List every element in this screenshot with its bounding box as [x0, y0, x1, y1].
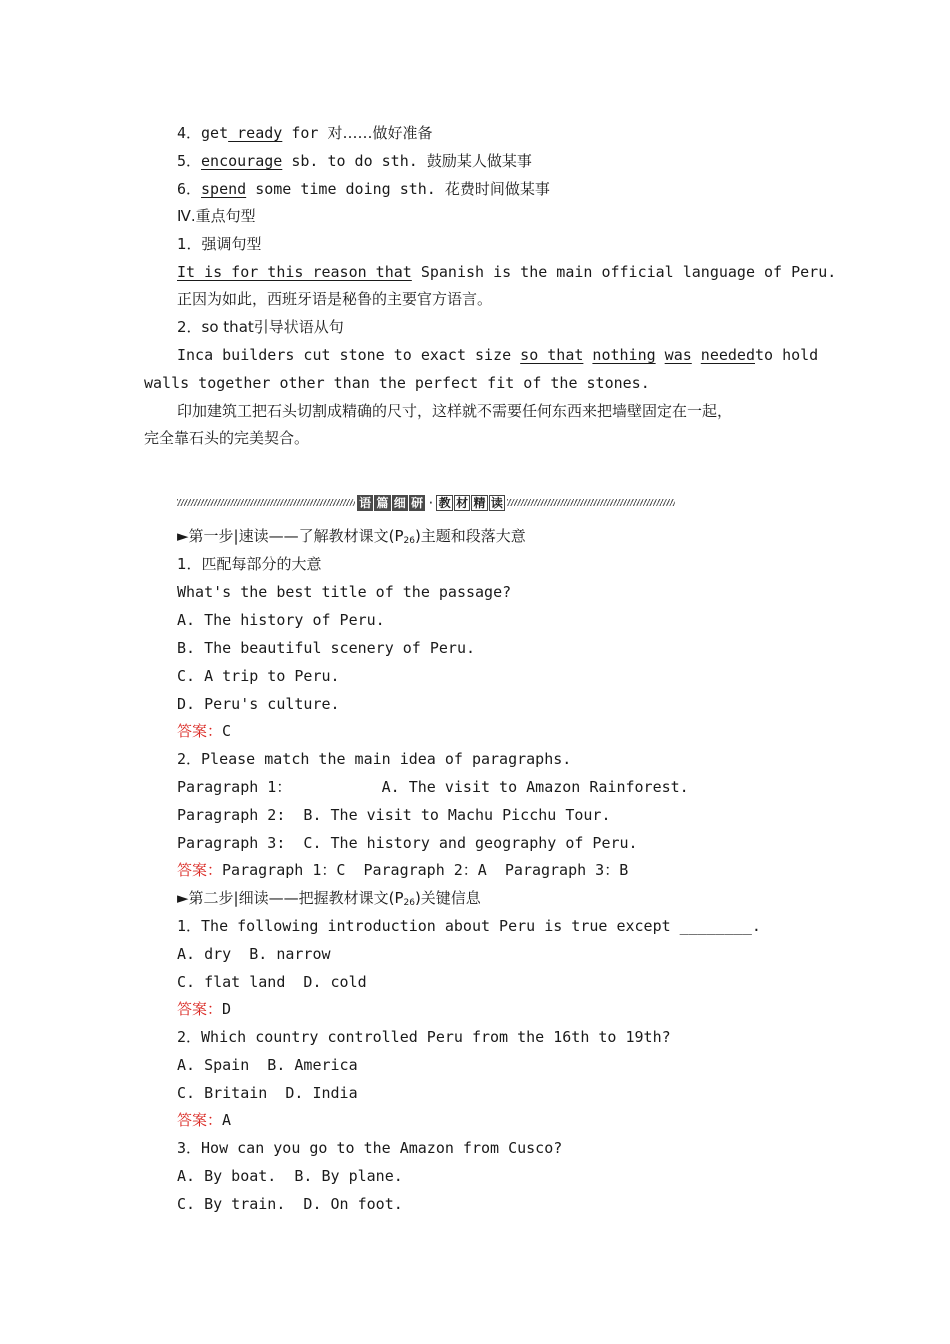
answer	[177, 860, 628, 880]
emphasis-pattern: It is for this reason that	[177, 263, 412, 281]
banner-char: 精	[471, 495, 487, 511]
sentence-translation: 印加建筑工把石头切割成精确的尺寸，这样就不需要任何东西来把墙壁固定在一起，	[177, 402, 733, 420]
subsection-title: 1．强调句型	[177, 235, 262, 253]
option: C. By train. D. On foot.	[177, 1195, 403, 1213]
step-title-text: )主题和段落大意	[414, 527, 526, 545]
item-number: 4．	[177, 124, 202, 142]
question-text: 1．The following introduction about Peru is true except ________.	[177, 917, 761, 935]
match-row: Paragraph 2: B. The visit to Machu Picchu Tour.	[177, 806, 611, 824]
answer-label: 答案：	[177, 1111, 223, 1129]
banner-char: 材	[454, 495, 470, 511]
phrase-blank-word: ready	[228, 124, 283, 142]
banner-hatch-right	[507, 499, 675, 506]
item-number: 6．	[177, 180, 202, 198]
sentence-part	[177, 345, 755, 365]
step-title-text: ►第一步|速读——了解教材课文(P	[177, 527, 404, 545]
match-row: Paragraph 1： A. The visit to Amazon Rainforest.	[177, 778, 689, 796]
option: B. The beautiful scenery of Peru.	[177, 639, 476, 657]
answer-label: 答案：	[177, 861, 223, 879]
underlined-word: so that	[520, 346, 584, 364]
answer	[177, 721, 231, 741]
phrase-item	[177, 179, 550, 199]
answer	[177, 1110, 231, 1130]
underlined-word: nothing	[592, 346, 656, 364]
question-text: 3．How can you go to the Amazon from Cusco?	[177, 1139, 563, 1157]
step-title-text: ►第二步|细读——把握教材课文(P	[177, 889, 404, 907]
banner-hatch-left	[177, 499, 355, 506]
phrase-translation: 花费时间做某事	[444, 180, 550, 198]
phrase-text: some time doing sth.	[246, 180, 445, 198]
banner-separator: ·	[427, 496, 435, 510]
option: C. flat land D. cold	[177, 973, 367, 991]
option: A. Spain B. America	[177, 1056, 358, 1074]
subsection-title: 2．so that引导状语从句	[177, 318, 344, 336]
banner-char: 篇	[374, 495, 390, 511]
banner-char: 教	[436, 495, 452, 511]
option: D. Peru's culture.	[177, 695, 340, 713]
step-title	[177, 888, 481, 908]
question-title: 1．匹配每部分的大意	[177, 555, 322, 573]
example-sentence	[177, 345, 819, 365]
banner-char: 读	[489, 495, 505, 511]
section-banner	[177, 494, 675, 512]
sentence-translation: 正因为如此，西班牙语是秘鲁的主要官方语言。	[177, 290, 493, 308]
answer-label: 答案：	[177, 1000, 223, 1018]
sentence-translation: 完全靠石头的完美契合。	[144, 429, 310, 447]
underlined-word: was	[664, 346, 692, 364]
phrase-translation: 鼓励某人做某事	[426, 152, 532, 170]
answer-value: D	[222, 1000, 232, 1018]
sentence-text: Spanish is the main official language of Peru.	[411, 263, 837, 281]
match-row: Paragraph 3: C. The history and geography of Peru.	[177, 834, 638, 852]
answer	[177, 999, 231, 1019]
page-subscript: 26	[403, 536, 415, 546]
question-text: What's the best title of the passage?	[177, 583, 512, 601]
banner-title	[357, 494, 505, 512]
answer-value: C	[222, 722, 232, 740]
option: A. The history of Peru.	[177, 611, 385, 629]
sentence-text: Inca builders cut stone to exact size	[177, 346, 521, 364]
phrase-text: for	[282, 124, 328, 142]
section-heading: Ⅳ.重点句型	[177, 207, 256, 225]
banner-char: 语	[357, 495, 373, 511]
phrase-translation: 对……做好准备	[327, 124, 433, 142]
item-number: 5．	[177, 152, 202, 170]
step-title-text: )关键信息	[414, 889, 481, 907]
banner-char: 细	[392, 495, 408, 511]
step-title	[177, 526, 526, 546]
underlined-word: needed	[700, 346, 755, 364]
page-subscript: 26	[403, 898, 415, 908]
phrase-text: sb. to do sth.	[282, 152, 427, 170]
question-text: 2．Please match the main idea of paragraphs.	[177, 750, 572, 768]
question-text: 2．Which country controlled Peru from the 16th to 19th?	[177, 1028, 671, 1046]
phrase-item	[177, 151, 532, 171]
option: A. By boat. B. By plane.	[177, 1167, 403, 1185]
phrase-item	[177, 123, 432, 143]
banner-char: 研	[409, 495, 425, 511]
sentence-continuation: walls together other than the perfect fit of the stones.	[144, 374, 650, 392]
phrase-blank-word: spend	[201, 180, 247, 198]
example-sentence	[177, 262, 836, 282]
phrase-blank-word: encourage	[201, 152, 283, 170]
option: A. dry B. narrow	[177, 945, 331, 963]
option: C. Britain D. India	[177, 1084, 358, 1102]
answer-value: A	[222, 1111, 232, 1129]
answer-label: 答案：	[177, 722, 223, 740]
answer-value: Paragraph 1：C Paragraph 2：A Paragraph 3：B	[222, 861, 629, 879]
phrase-text: get	[201, 124, 229, 142]
sentence-text: to hold	[754, 346, 819, 364]
option: C. A trip to Peru.	[177, 667, 340, 685]
